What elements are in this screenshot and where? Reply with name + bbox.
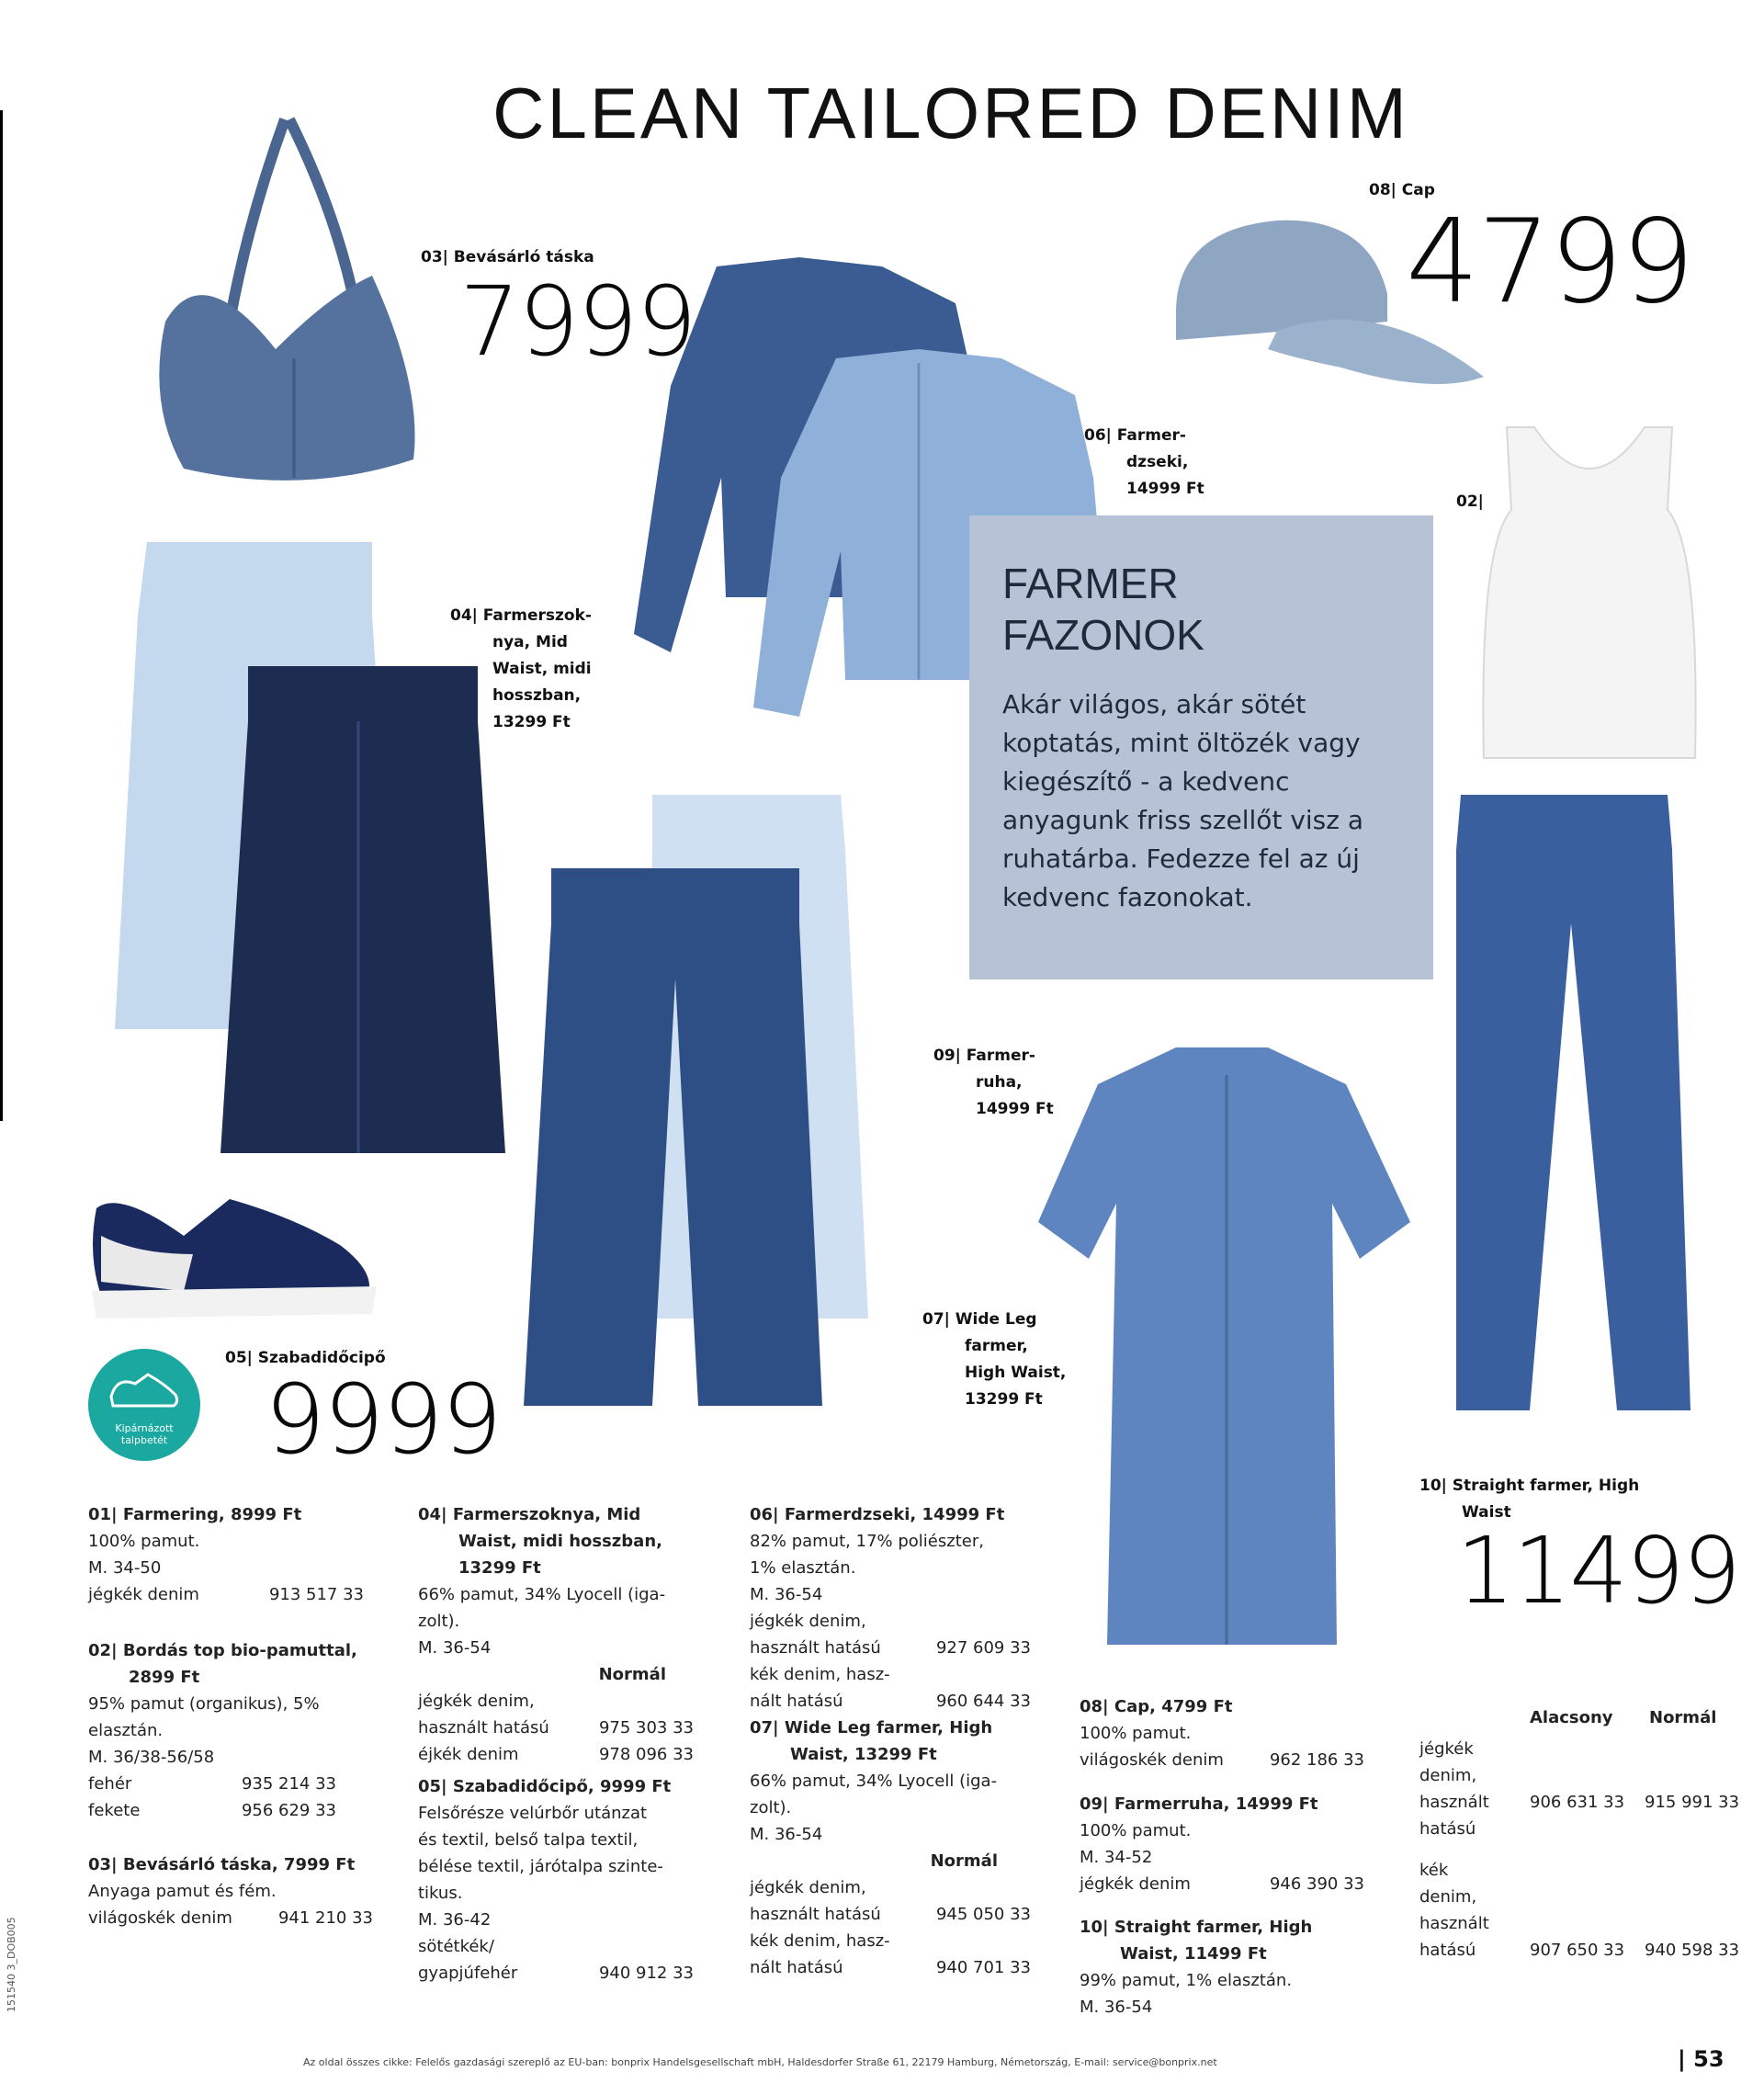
spec-03: 03| Bevásárló táska, 7999 Ft Anyaga pamut és fém. világoskék denim 941 210 33 (88, 1855, 373, 1928)
dark-denim-skirt-image (211, 666, 514, 1162)
vertical-code: 151540 3_DOB005 (6, 1917, 17, 2012)
label-10: 10| Straight farmer, High Waist (1419, 1477, 1640, 1522)
label-04: 04| Farmerszok- nya, Mid Waist, midi hosszban, 13299 Ft (450, 606, 592, 731)
label-08: 08| Cap (1369, 181, 1435, 199)
price-05: 9999 (265, 1364, 501, 1476)
spec-07: 07| Wide Leg farmer, High Waist, 13299 Ft 66% pamut, 34% Lyocell (iga- zolt). M. 36-54 Normál jégkék denim, használt hatású 945 050 33 kék denim, hasz- nált hatású 940 701 33 (750, 1718, 1031, 1977)
page-number: | 53 (1678, 2046, 1724, 2072)
price-03: 7999 (459, 266, 695, 378)
spec-08: 08| Cap, 4799 Ft 100% pamut. világoskék denim 962 186 33 (1080, 1697, 1364, 1770)
denim-dress-image (1034, 1047, 1419, 1654)
spec-02: 02| Bordás top bio-pamuttal, 2899 Ft 95% pamut (organikus), 5% elasztán. M. 36/38-56/58 fehér 935 214 33 fekete 956 629 33 (88, 1641, 357, 1820)
label-07: 07| Wide Leg farmer, High Waist, 13299 Ft (922, 1310, 1067, 1409)
info-box-heading: FARMER FAZONOK (1002, 560, 1204, 659)
price-08: 4799 (1406, 194, 1693, 329)
spec-05: 05| Szabadidőcipő, 9999 Ft Felsőrésze velúrbőr utánzat és textil, belső talpa textil, bélése textil, járótalpa szinte- tikus. M. 36-42 sötétkék/ gyapjúfehér 940 912 33 (418, 1777, 694, 1983)
spec-01: 01| Farmering, 8999 Ft 100% pamut. M. 34-50 jégkék denim 913 517 33 (88, 1505, 364, 1604)
label-02: 02| (1456, 492, 1484, 511)
label-06: 06| Farmer- dzseki, 14999 Ft (1084, 426, 1204, 498)
white-tank-top-image (1470, 418, 1709, 767)
spec-10-table: Alacsony Normál jégkék denim, használt hatású 906 631 33 915 991 33 kék denim, használt hatású 907 650 33 940 598 33 (1419, 1708, 1740, 1960)
spec-09: 09| Farmerruha, 14999 Ft 100% pamut. M. 34-52 jégkék denim 946 390 33 (1080, 1794, 1364, 1894)
spec-10: 10| Straight farmer, High Waist, 11499 Ft 99% pamut, 1% elasztán. M. 36-54 (1080, 1918, 1313, 2017)
info-box (969, 515, 1433, 979)
page-title: CLEAN TAILORED DENIM (492, 73, 1409, 153)
straight-jeans-image (1433, 795, 1700, 1420)
spec-06: 06| Farmerdzseki, 14999 Ft 82% pamut, 17% poliészter, 1% elasztán. M. 36-54 jégkék denim, használt hatású 927 609 33 kék denim, hasz- nált hatású 960 644 33 (750, 1505, 1031, 1711)
price-10: 11499 (1456, 1517, 1740, 1624)
info-box-text: Akár világos, akár sötét koptatás, mint öltözék vagy kiegészítő - a kedvenc anyagunk friss szellőt visz a ruhatárba. Fedezze fel az új kedvenc fazonokat. (1002, 689, 1364, 912)
dark-wide-leg-jeans-image (524, 868, 827, 1410)
label-05: 05| Szabadidőcipő (225, 1349, 386, 1367)
footer-legal: Az oldal összes cikke: Felelős gazdasági szereplő az EU-ban: bonprix Handelsgesellschaft mbH, Haldesdorfer Straße 61, 22179 Hamburg, Németország, E-mail: service@bonprix.net (303, 2056, 1217, 2068)
label-09: 09| Farmer- ruha, 14999 Ft (933, 1047, 1054, 1118)
spec-04: 04| Farmerszoknya, Mid Waist, midi hosszban, 13299 Ft 66% pamut, 34% Lyocell (iga- zolt). M. 36-54 Normál jégkék denim, használt hatású 975 303 33 éjkék denim 978 096 33 (418, 1505, 694, 1764)
label-03: 03| Bevásárló táska (421, 248, 594, 266)
denim-bag-image (147, 110, 450, 496)
cushioned-insole-badge: Kipárnázott talpbetét (88, 1349, 200, 1461)
left-edge-bar (0, 110, 3, 1121)
sneaker-image (83, 1181, 386, 1328)
shoe-icon (107, 1369, 181, 1411)
